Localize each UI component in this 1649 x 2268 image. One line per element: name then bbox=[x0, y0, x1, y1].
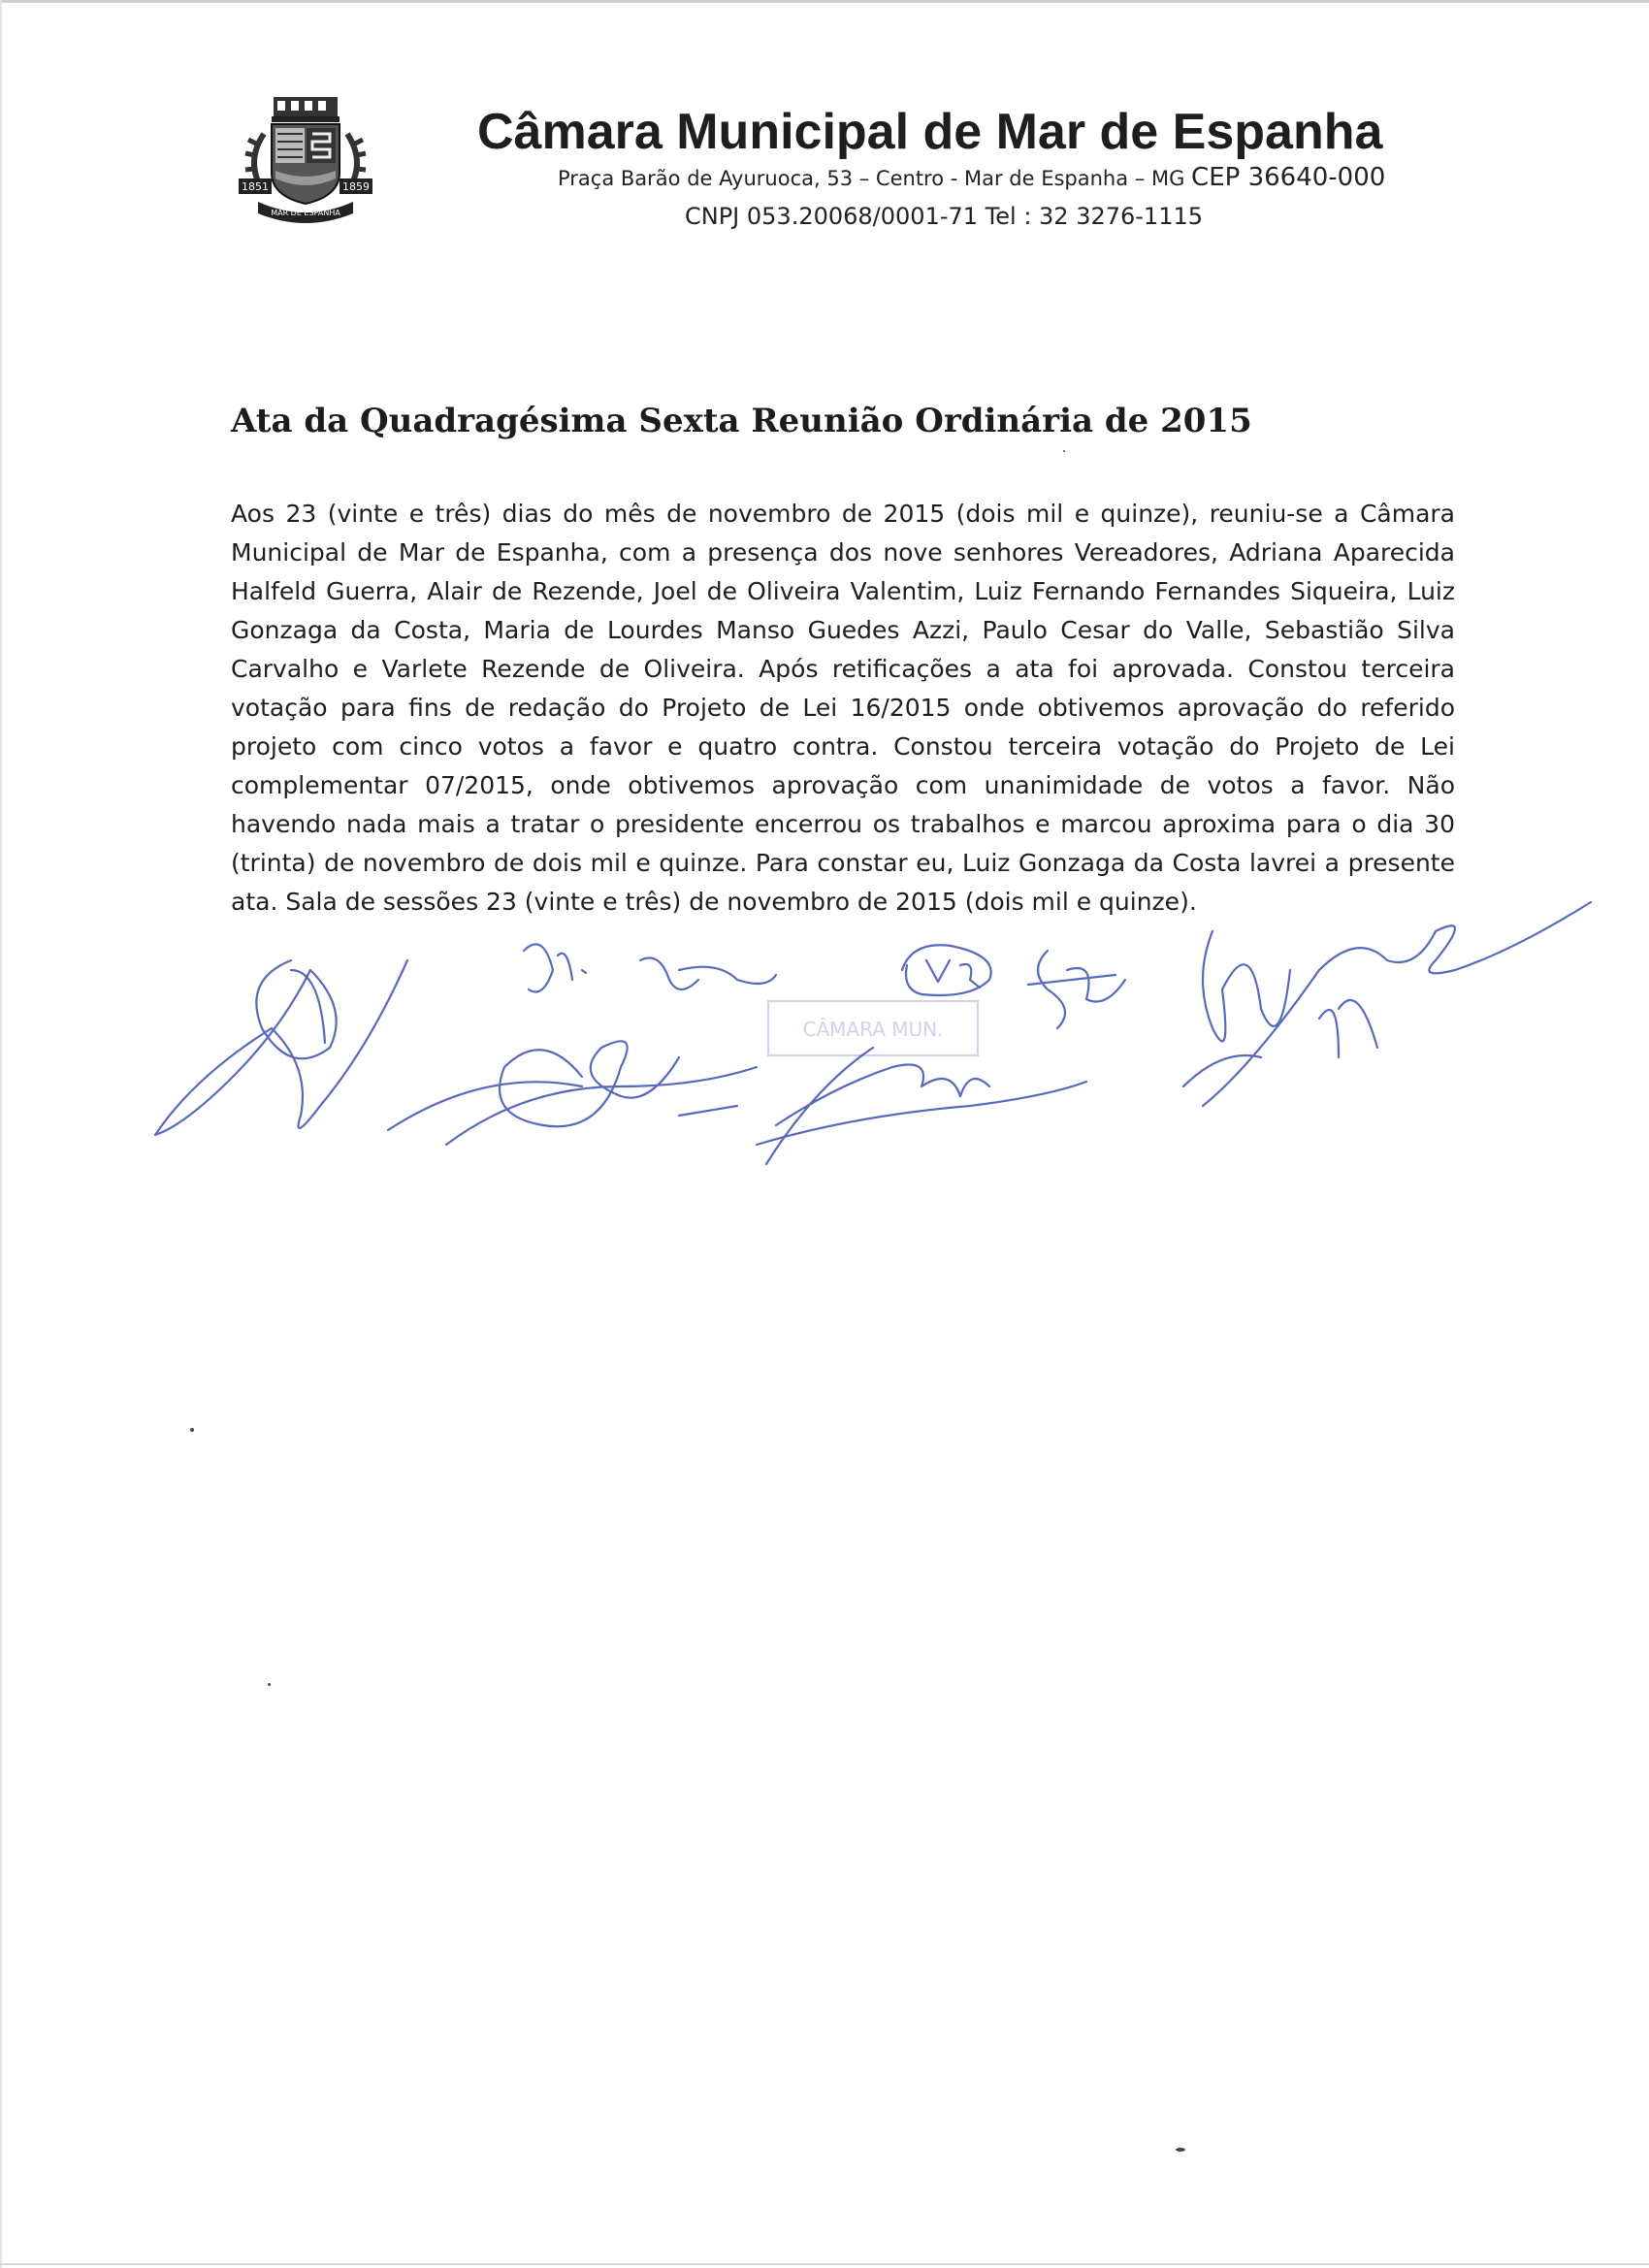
signature-7 bbox=[757, 1048, 1086, 1164]
crest-motto: MAR DE ESPANHA bbox=[271, 209, 340, 217]
organization-address bbox=[558, 163, 1576, 193]
scan-edge-left bbox=[0, 0, 2, 2268]
signature-4 bbox=[1028, 951, 1125, 1028]
scan-speck bbox=[1176, 2148, 1185, 2152]
signature-2 bbox=[524, 944, 776, 991]
faded-stamp bbox=[766, 999, 980, 1057]
address-line: Praça Barão de Ayuruoca, 53 – Centro - Mar de Espanha – MG bbox=[558, 167, 1185, 190]
scan-edge-top bbox=[0, 0, 1649, 3]
scan-speck bbox=[1063, 450, 1065, 452]
document-title: Ata da Quadragésima Sexta Reunião Ordinária de 2015 bbox=[231, 401, 1252, 440]
stamp-text: CÂMARA MUN. bbox=[802, 1018, 944, 1041]
postal-code: CEP 36640-000 bbox=[1191, 163, 1386, 192]
scan-speck bbox=[268, 1683, 271, 1686]
minutes-body: Aos 23 (vinte e três) dias do mês de novembro de 2015 (dois mil e quinze), reuniu-se a Câmara Municipal de Mar de Espanha, com a presença dos nove senhores Vereadores, Adriana Aparecida Halfeld Guerra, Alair de Rezende, Joel de Oliveira Valentim, Luiz Fernando Fernandes Siqueira, Luiz Gonzaga da Costa, Maria de Lourdes Manso Guedes Azzi, Paulo Cesar do Valle, Sebastião Silva Carvalho e Varlete Rezende de Oliveira. Após retificações a ata foi aprovada. Constou terceira votação para fins de redação do Projeto de Lei 16/2015 onde obtivemos aprovação do referido projeto com cinco votos a favor e quatro contra. Constou terceira votação do Projeto de Lei complementar 07/2015, onde obtivemos aprovação com unanimidade de votos a favor. Não havendo nada mais a tratar o presidente encerrou os trabalhos e marcou aproxima para o dia 30 (trinta) de novembro de dois mil e quinze. Para constar eu, Luiz Gonzaga da Costa lavrei a presente ata. Sala de sessões 23 (vinte e três) de novembro de 2015 (dois mil e quinze). bbox=[231, 500, 1455, 916]
signature-5 bbox=[1183, 902, 1591, 1106]
signature-1 bbox=[155, 960, 407, 1135]
signature-6 bbox=[388, 1041, 757, 1145]
signature-3 bbox=[902, 945, 991, 995]
scan-edge-bottom bbox=[0, 2263, 1649, 2265]
crest-year-founded: 1851 bbox=[242, 180, 269, 193]
municipal-crest-logo bbox=[235, 95, 376, 225]
crest-year-emancipated: 1859 bbox=[342, 180, 370, 193]
organization-name: Câmara Municipal de Mar de Espanha bbox=[477, 104, 1383, 160]
organization-contact: CNPJ 053.20068/0001-71 Tel : 32 3276-1115 bbox=[685, 203, 1204, 230]
scan-speck bbox=[190, 1428, 194, 1432]
